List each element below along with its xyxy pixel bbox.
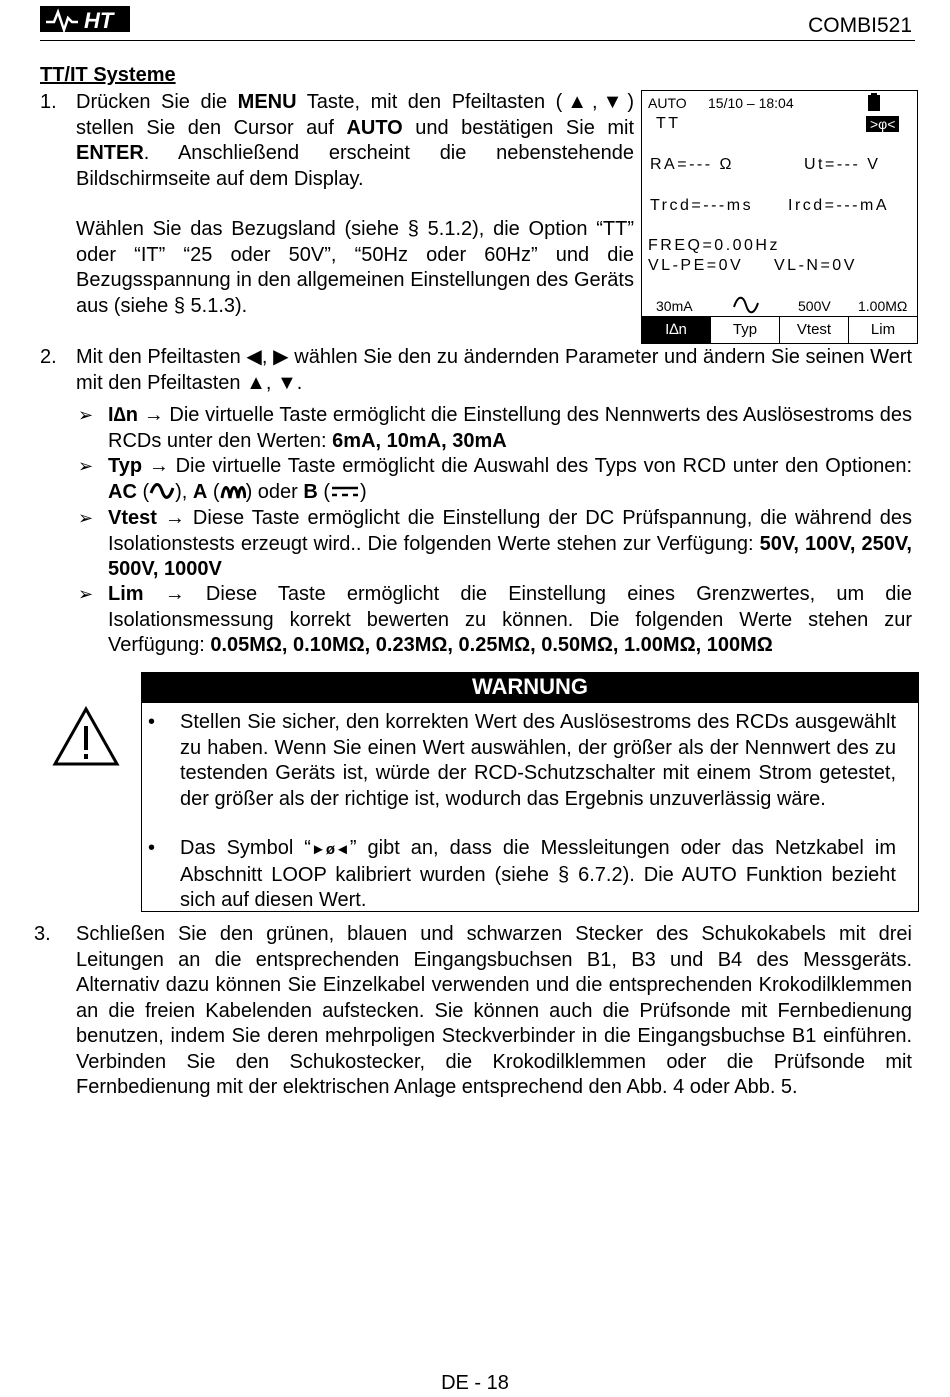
- step3-paragraph: Schließen Sie den grünen, blauen und schwarzen Stecker des Schukokabels mit drei Leitungen an die entsprechenden Eingangsbuchsen B1, B3 und B4 des Messgeräts. Alternativ dazu können Sie Einzelkabel verwenden und die entsprechenden Krokodilklemmen an die freien Kabelenden aufstecken. Sie können auch die Prüfsonde mit Fernbedienung benutzen, indem Sie deren mehrpoligen Steckverbinder in die Eingangsbuchse B1 einführen. Verbinden Sie den Schukostecker, die Krokodilklemmen oder die Prüfsonde mit Fernbedienung mit der elektrischen Anlage entsprechend den Abb. 4 oder Abb. 5.: [76, 923, 912, 1098]
- bullet-dot: •: [148, 837, 156, 859]
- display-vln: VL-N=0V: [774, 257, 857, 274]
- display-freq: FREQ=0.00Hz: [648, 237, 780, 254]
- header-rule: [40, 40, 915, 41]
- bullet-dot: •: [148, 711, 156, 733]
- step2-paragraph: Mit den Pfeiltasten ◀, ▶ wählen Sie den zu ändernden Parameter und ändern Sie seinen Wert mit den Pfeiltasten ▲, ▼.: [76, 346, 912, 394]
- display-ut: Ut=--- V: [804, 156, 881, 173]
- display-vlpe: VL-PE=0V: [648, 257, 744, 274]
- ac-wave-icon: [149, 482, 175, 500]
- bullet-vtest: ➢ Vtest → Diese Taste ermöglicht die Einstellung der DC Prüfspannung, die während des Isolationstests erzeugt wird.. Die folgenden Werte stehen zur Verfügung: 50V, 100V, 250V, 500V, 1000V: [78, 507, 912, 580]
- step1-paragraph1: Drücken Sie die MENU Taste, mit den Pfeiltasten (▲,▼) stellen Sie den Cursor auf AUTO und bestätigen Sie mit ENTER. Anschließend erscheint die nebenstehende Bildschirmseite auf dem Display.: [76, 91, 634, 190]
- param-vtest: 500V: [798, 298, 831, 314]
- step3-number: 3.: [34, 923, 51, 945]
- ac-wave-icon: [732, 295, 760, 315]
- softkey-typ[interactable]: Typ: [710, 317, 779, 343]
- warning-triangle-icon: [52, 706, 120, 768]
- bullet-arrow: ➢: [78, 508, 94, 528]
- ht-logo: [40, 4, 130, 34]
- display-ircd: Ircd=---mA: [788, 197, 889, 214]
- softkey-bar: [642, 316, 917, 343]
- pulsating-dc-icon: [220, 482, 246, 500]
- step1-number: 1.: [40, 91, 57, 113]
- warning-item-1: • Stellen Sie sicher, den korrekten Wert des Auslösestroms des RCDs ausgewählt zu haben. Wenn Sie einen Wert auswählen, der größer als der Nennwert des zu testenden Geräts ist, würde der RCD-Schutzschalter mit einem Strom getestet, der größer als der richtige ist, wodurch das Ergebnis unzuverlässig wäre.: [148, 711, 896, 810]
- loop-calibration-badge: >φ<: [866, 116, 899, 132]
- softkey-idn[interactable]: I∆n: [642, 317, 710, 343]
- bullet-arrow: ➢: [78, 456, 94, 476]
- loop-symbol: ►ø◄: [310, 841, 350, 858]
- bullet-typ: ➢ Typ → Die virtuelle Taste ermöglicht die Auswahl des Typs von RCD unter den Optionen: AC ( ), A ( ) oder B ( ): [78, 455, 912, 503]
- step1-paragraph2: Wählen Sie das Bezugsland (siehe § 5.1.2), die Option “TT” oder “IT” “25 oder 50V”, “50Hz oder 60Hz” und die Bezugsspannung in den allgemeinen Einstellungen des Geräts aus (siehe § 5.1.3).: [76, 218, 634, 317]
- bullet-idn: ➢ I∆n → Die virtuelle Taste ermöglicht die Einstellung des Nennwerts des Auslösestroms des RCDs unter den Werten: 6mA, 10mA, 30mA: [78, 404, 912, 452]
- bullet-arrow: ➢: [78, 405, 94, 425]
- display-system: TT: [656, 115, 681, 132]
- bullet-lim: ➢ Lim → Diese Taste ermöglicht die Einstellung eines Grenzwertes, um die Isolationsmessung korrekt bewerten zu können. Die folgenden Werte stehen zur Verfügung: 0.05MΩ, 0.10MΩ, 0.23MΩ, 0.25MΩ, 0.50MΩ, 1.00MΩ, 100MΩ: [78, 583, 912, 656]
- display-datetime: 15/10 – 18:04: [708, 95, 794, 111]
- softkey-lim[interactable]: Lim: [848, 317, 917, 343]
- display-ra: RA=--- Ω: [650, 156, 734, 173]
- brand-text: HT: [84, 8, 114, 33]
- section-title: TT/IT Systeme: [40, 64, 176, 86]
- bullet-arrow: ➢: [78, 584, 94, 604]
- display-trcd: Trcd=---ms: [650, 197, 754, 214]
- warning-title: WARNUNG: [141, 672, 919, 702]
- step2-number: 2.: [40, 346, 57, 368]
- battery-icon: [868, 93, 880, 111]
- instrument-display: [641, 90, 918, 344]
- model-name: COMBI521: [808, 14, 912, 37]
- page-number: DE - 18: [441, 1372, 509, 1394]
- warning-item-2: • Das Symbol “►ø◄” gibt an, dass die Messleitungen oder das Netzkabel im Abschnitt LOOP kalibriert wurden (siehe § 6.7.2). Die AUTO Funktion bezieht sich auf diesen Wert.: [148, 837, 897, 911]
- param-lim: 1.00MΩ: [858, 298, 908, 314]
- display-mode: AUTO: [648, 95, 687, 111]
- dc-symbol-icon: [330, 482, 360, 500]
- softkey-vtest[interactable]: Vtest: [779, 317, 848, 343]
- param-current: 30mA: [656, 298, 693, 314]
